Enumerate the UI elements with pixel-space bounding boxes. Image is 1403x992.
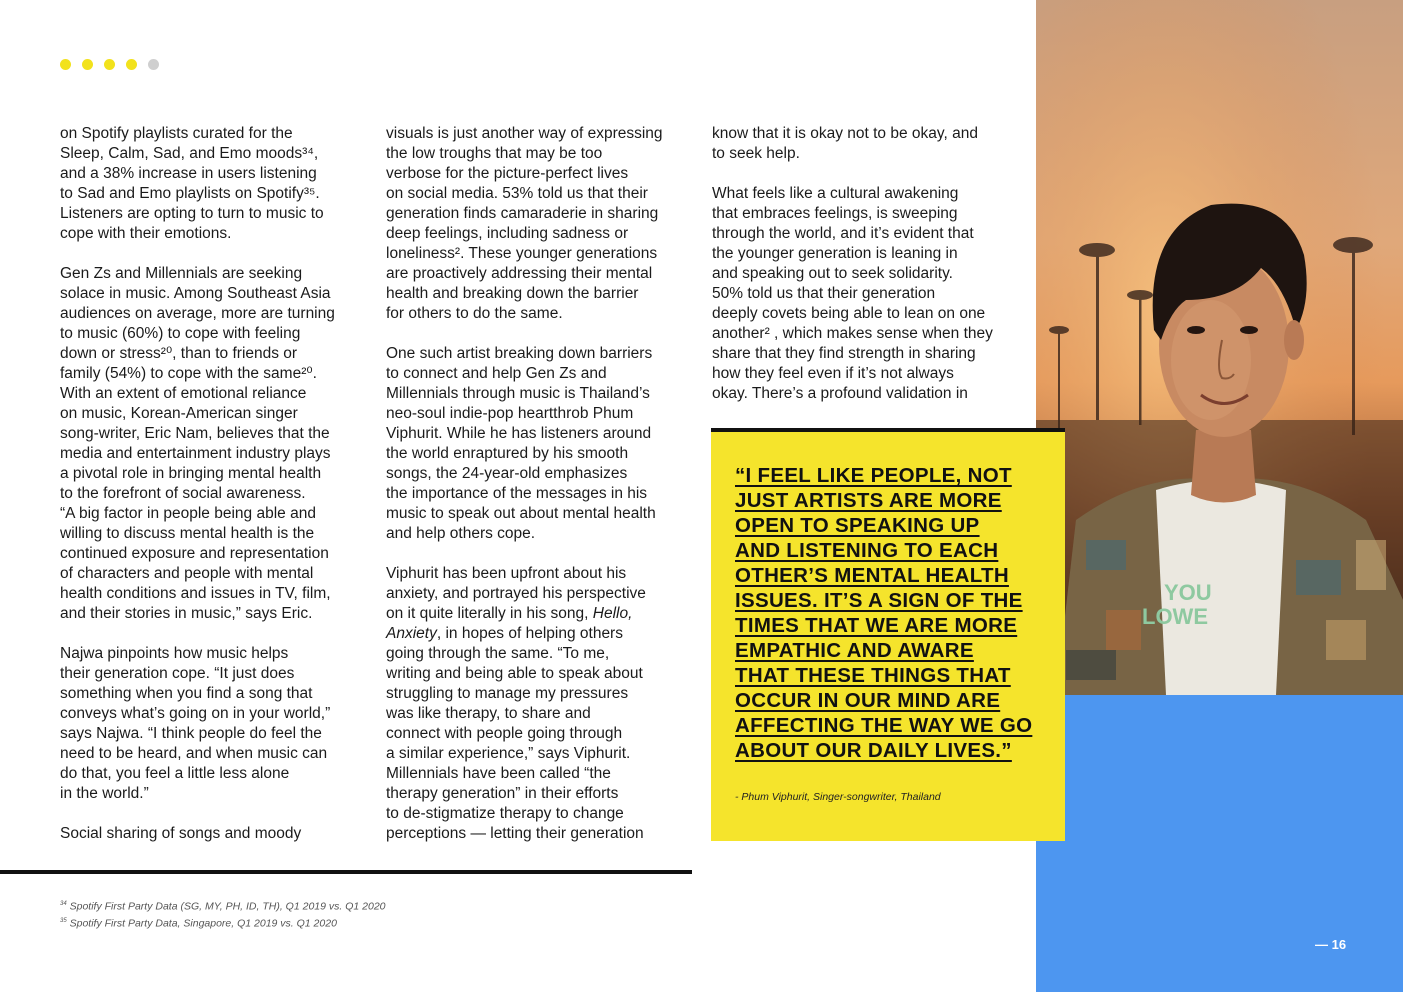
shirt-text-2: LOWE (1142, 604, 1208, 629)
col1-paragraph-1: on Spotify playlists curated for the Sleep, Calm, Sad, and Emo moods³⁴, and a 38% increase in users listening to Sad and Emo playlists on Spotify³⁵. Listeners are opting to turn to music to cope with their emotions. (60, 125, 324, 242)
quote-attribution: - Phum Viphurit, Singer-songwriter, Thailand (735, 791, 941, 803)
quote-line: OCCUR IN OUR MIND ARE (735, 689, 1001, 712)
col2-p3-text: on it quite literally in his song, (386, 605, 593, 622)
pagination-dot-inactive (148, 59, 159, 70)
pull-quote (735, 463, 1053, 763)
footnote-number: 34 (60, 901, 67, 907)
blue-color-block (1036, 695, 1403, 992)
footnote-text: Spotify First Party Data (SG, MY, PH, ID, TH), Q1 2019 vs. Q1 2020 (66, 900, 386, 913)
col3-paragraph-2: What feels like a cultural awakening that embraces feelings, is sweeping through the world, and it’s evident that the younger generation is leaning in and speaking out to seek solidarity. 50% told us that their generation deeply covets being able to lean on one another² , which makes sense when they share that they find strength in sharing how they feel even if it’s not always okay. There’s a profound validation in (712, 185, 993, 402)
footnote-number: 35 (60, 917, 67, 924)
footnotes (60, 897, 386, 930)
text-column-2 (386, 124, 696, 844)
pagination-dot (104, 59, 115, 70)
quote-line: AFFECTING THE WAY WE GO (735, 714, 1033, 737)
quote-line: ABOUT OUR DAILY LIVES.” (735, 739, 1012, 762)
footnote-35 (60, 914, 386, 931)
pagination-dot (60, 59, 71, 70)
col2-paragraph-3-start: Viphurit has been upfront about his anxiety, and portrayed his perspective (386, 565, 646, 602)
quote-line: TIMES THAT WE ARE MORE (735, 614, 1018, 637)
pagination-dots (60, 59, 159, 70)
quote-line: EMPATHIC AND AWARE (735, 639, 974, 662)
quote-line: “I FEEL LIKE PEOPLE, NOT (735, 464, 1012, 487)
quote-line: AND LISTENING TO EACH (735, 539, 999, 562)
col2-paragraph-2: One such artist breaking down barriers to connect and help Gen Zs and Millennials through music is Thailand’s neo-soul indie-pop heartthrob Phum Viphurit. While he has listeners around the world enraptured by his smooth songs, the 24-year-old emphasizes the importance of the messages in his music to speak out about mental health and help others cope. (386, 345, 656, 542)
song-title: Anxiety (386, 625, 437, 642)
shirt-text-1: YOU (1164, 580, 1212, 605)
footnote-34 (60, 897, 386, 914)
col2-paragraph-1: visuals is just another way of expressing the low troughs that may be too verbose for the picture-perfect lives on social media. 53% told us that their generation finds camaraderie in sharing deep feelings, including sadness or loneliness². These younger generations are proactively addressing their mental health and breaking down the barrier for others to do the same. (386, 125, 663, 322)
quote-line: THAT THESE THINGS THAT (735, 664, 1011, 687)
col3-paragraph-1: know that it is okay not to be okay, and to seek help. (712, 125, 978, 162)
song-title: Hello, (592, 605, 633, 622)
artist-photo (1036, 0, 1403, 695)
col1-paragraph-2: Gen Zs and Millennials are seeking solace in music. Among Southeast Asia audiences on average, more are turning to music (60%) to cope with feeling down or stress²⁰, than to friends or family (54%) to cope with the same²⁰. With an extent of emotional reliance on music, Korean-American singer song-writer, Eric Nam, believes that the media and entertainment industry plays a pivotal role in bringing mental health to the forefront of social awareness. “A big factor in people being able and willing to discuss mental health is the continued exposure and representation of characters and people with mental health conditions and issues in TV, film, and their stories in music,” says Eric. (60, 265, 335, 622)
quote-line: OPEN TO SPEAKING UP (735, 514, 980, 537)
page-number: — 16 (1315, 937, 1347, 952)
footnote-text: Spotify First Party Data, Singapore, Q1 2019 vs. Q1 2020 (66, 917, 337, 929)
col2-p3-text: , in hopes of helping others (436, 625, 623, 642)
quote-line: JUST ARTISTS ARE MORE (735, 489, 1002, 512)
pagination-dot (126, 59, 137, 70)
pull-quote-box (711, 432, 1065, 841)
pagination-dot (82, 59, 93, 70)
col1-paragraph-4: Social sharing of songs and moody (60, 825, 302, 842)
text-column-3 (712, 124, 1024, 404)
col2-paragraph-3 (386, 564, 696, 844)
col2-paragraph-3-end: going through the same. “To me, writing and being able to speak about struggling to manage my pressures was like therapy, to share and connect with people going through a similar experience,” says Viphurit. Millennials have been called “the therapy generation” in their efforts to de-stigmatize therapy to change perceptions — letting their generation (386, 645, 644, 842)
text-column-1 (60, 124, 370, 844)
quote-line: OTHER’S MENTAL HEALTH (735, 564, 1009, 587)
artist-photo-illustration (1036, 0, 1403, 695)
column-divider-rule (0, 870, 692, 874)
col1-paragraph-3: Najwa pinpoints how music helps their generation cope. “It just does something when you find a song that conveys what’s going on in your world,” says Najwa. “I think people do feel the need to be heard, and when music can do that, you feel a little less alone in the world.” (60, 645, 331, 802)
quote-line: ISSUES. IT’S A SIGN OF THE (735, 589, 1023, 612)
